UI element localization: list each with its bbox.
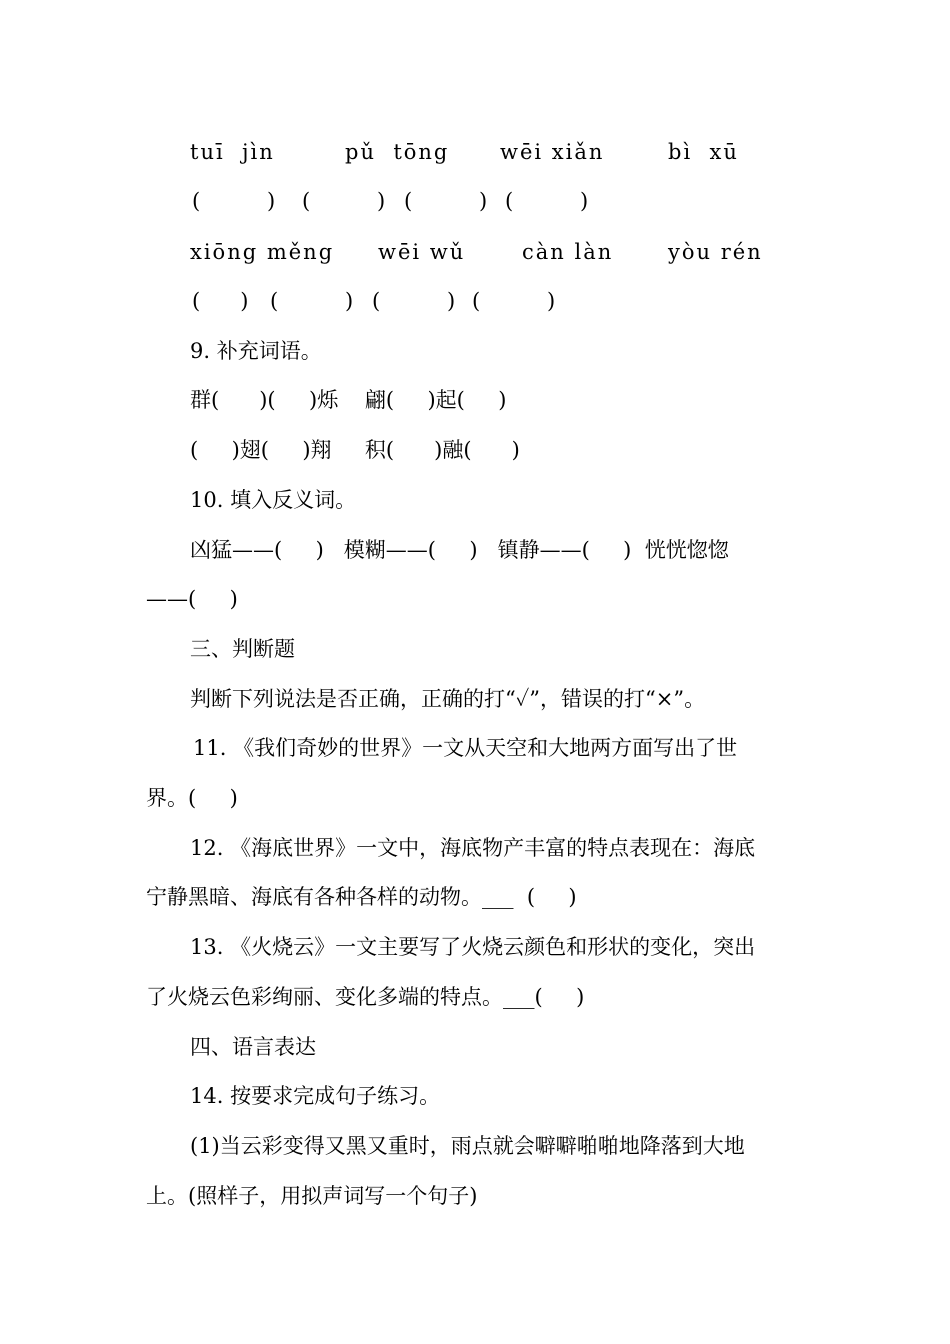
question-14-sub-1-line-1: (1)当云彩变得又黑又重时，雨点就会噼噼啪啪地降落到大地 [190,1134,745,1158]
question-14-title: 14. 按要求完成句子练习。 [190,1084,441,1108]
answer-bracket[interactable]: ( ) [192,289,249,313]
pinyin-weixian: wēi xiǎn [500,140,605,164]
question-9-row-1: 群( )( )烁 翩( )起( ) [190,388,507,412]
question-12-line-2: 宁静黑暗、海底有各种各样的动物。___ ( ) [146,885,577,909]
answer-bracket[interactable]: ( ) [270,289,354,313]
pinyin-xiongmeng: xiōng měng [190,240,335,264]
answer-bracket[interactable]: ( ) [302,189,386,213]
question-12-line-1: 12. 《海底世界》一文中，海底物产丰富的特点表现在：海底 [190,836,756,860]
answer-bracket[interactable]: ( ) [404,189,488,213]
answer-bracket[interactable]: ( ) [372,289,456,313]
question-9-title: 9. 补充词语。 [190,339,322,363]
pinyin-canlan: càn làn [522,240,614,264]
pinyin-weiwu: wēi wǔ [378,240,466,264]
question-10-line-2: ——( ) [146,587,238,611]
section-4-heading: 四、语言表达 [190,1035,316,1059]
question-14-sub-1-line-2: 上。(照样子，用拟声词写一个句子) [146,1184,478,1208]
question-11-line-1: 11. 《我们奇妙的世界》一文从天空和大地两方面写出了世 [193,736,738,760]
answer-bracket[interactable]: ( ) [192,189,276,213]
question-11-line-2: 界。( ) [146,786,238,810]
question-13-line-1: 13. 《火烧云》一文主要写了火烧云颜色和形状的变化，突出 [190,935,756,959]
section-3-heading: 三、判断题 [190,637,295,661]
pinyin-tuijin: tuī jìn [190,140,275,164]
question-10-title: 10. 填入反义词。 [190,488,357,512]
answer-bracket[interactable]: ( ) [472,289,556,313]
question-10-line-1: 凶猛——( ) 模糊——( ) 镇静——( ) 恍恍惚惚 [190,538,729,562]
pinyin-youren: yòu rén [668,240,763,264]
section-3-instruction: 判断下列说法是否正确，正确的打“✓”，错误的打“×”。 [190,687,706,711]
pinyin-bixu: bì xū [668,140,739,164]
question-9-row-2: ( )翅( )翔 积( )融( ) [190,438,520,462]
question-13-line-2: 了火烧云色彩绚丽、变化多端的特点。___( ) [146,985,585,1009]
pinyin-putong: pǔ tōng [345,140,450,164]
answer-bracket[interactable]: ( ) [505,189,589,213]
